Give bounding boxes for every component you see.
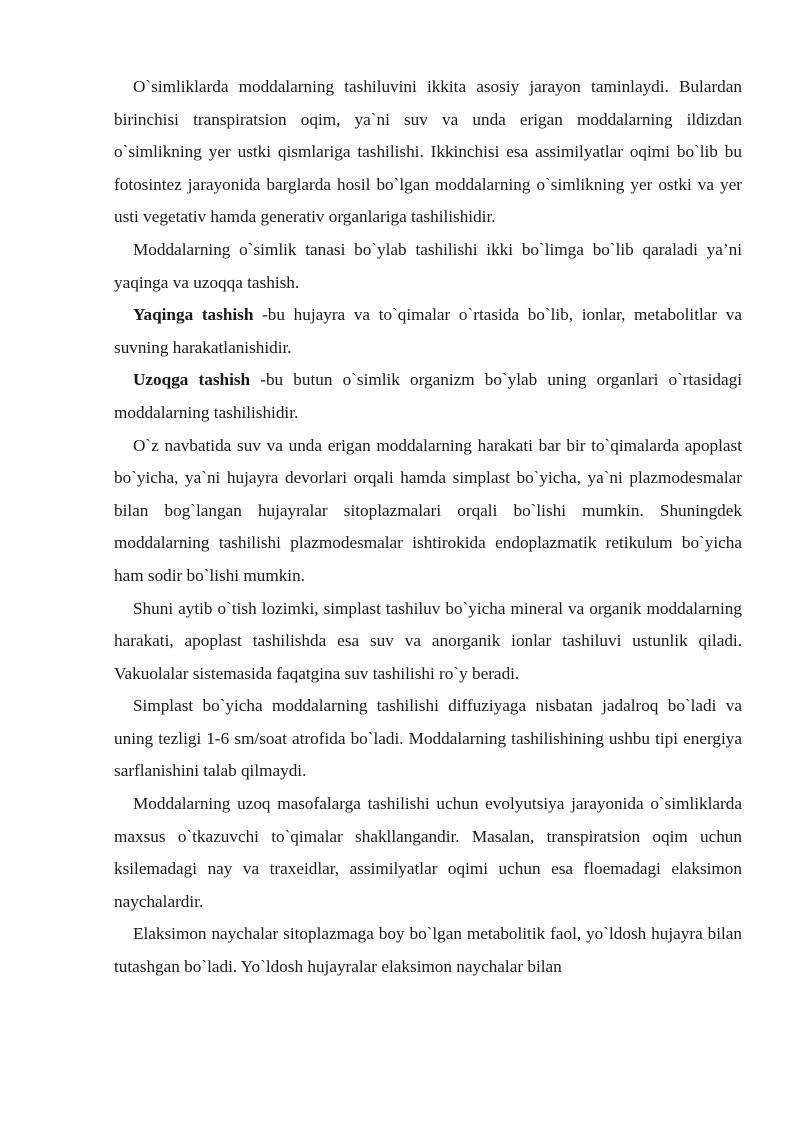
term-long-distance: Uzoqga tashish [133, 370, 251, 390]
paragraph-text: O`z navbatida suv va unda erigan moddalarning harakati bar bir to`qimalarda apoplast bo`yicha, ya`ni hujayra devorlari orqali hamda simplast bo`yicha, ya`ni plazmodesmalar bilan bog`langan hujayralar sitoplazmalari orqali bo`lishi mumkin. Shuningdek moddalarning tashilishi plazmodesmalar ishtirokida endoplazmatik retikulum bo`yicha ham sodir bo`lishi mumkin. [114, 435, 742, 585]
paragraph-text: -bu butun o`simlik organizm bo`ylab uning organlari o`rtasidagi moddalarning tashilishidir. [114, 370, 742, 422]
term-short-distance: Yaqinga tashish [133, 305, 254, 325]
paragraph-text: O`simliklarda moddalarning tashiluvini ikkita asosiy jarayon taminlaydi. Bulardan birinchisi transpiratsion oqim, ya`ni suv va unda erigan moddalarning ildizdan o`simlikning yer ustki qismlariga tashilishi. Ikkinchisi esa assimilyatlar oqimi bo`lib bu fotosintez jarayonida barglarda hosil bo`lgan moddalarning o`simlikning yer ostki va yer usti vegetativ hamda generativ organlariga tashilishidir. [114, 77, 742, 227]
paragraph-short-distance [114, 299, 742, 364]
paragraph-text: Shuni aytib o`tish lozimki, simplast tashiluv bo`yicha mineral va organik moddalarning harakati, apoplast tashilishda esa suv va anorganik ionlar tashiluvi ustunlik qiladi. Vakuolalar sistemasida faqatgina suv tashilishi ro`y beradi. [114, 598, 742, 683]
document-page [114, 71, 742, 984]
paragraph-simplast-transport [114, 593, 742, 691]
paragraph-conducting-tissues [114, 788, 742, 918]
paragraph-text: Simplast bo`yicha moddalarning tashilishi diffuziyaga nisbatan jadalroq bo`ladi va uning tezligi 1-6 sm/soat atrofida bo`ladi. Moddalarning tashilishining ushbu tipi energiya sarflanishini talab qilmaydi. [114, 696, 742, 781]
paragraph-transport-types [114, 234, 742, 299]
paragraph-sieve-tubes [114, 918, 742, 983]
paragraph-transport-processes [114, 71, 742, 234]
paragraph-text: Moddalarning o`simlik tanasi bo`ylab tashilishi ikki bo`limga bo`lib qaraladi ya’ni yaqinga va uzoqqa tashish. [114, 239, 742, 292]
paragraph-text: Moddalarning uzoq masofalarga tashilishi uchun evolyutsiya jarayonida o`simliklarda maxsus o`tkazuvchi to`qimalar shakllangandir. Masalan, transpiratsion oqim uchun ksilemadagi nay va traxeidlar, assimilyatlar oqimi uchun esa floemadagi elaksimon naychalardir. [114, 794, 742, 911]
paragraph-apoplast-simplast [114, 430, 742, 593]
paragraph-text: -bu hujayra va to`qimalar o`rtasida bo`lib, ionlar, metabolitlar va suvning harakatlanishidir. [114, 305, 742, 357]
paragraph-text: Elaksimon naychalar sitoplazmaga boy bo`lgan metabolitik faol, yo`ldosh hujayra bilan tutashgan bo`ladi. Yo`ldosh hujayralar elaksimon naychalar bilan [114, 924, 742, 977]
paragraph-simplast-speed [114, 690, 742, 788]
paragraph-long-distance [114, 364, 742, 429]
